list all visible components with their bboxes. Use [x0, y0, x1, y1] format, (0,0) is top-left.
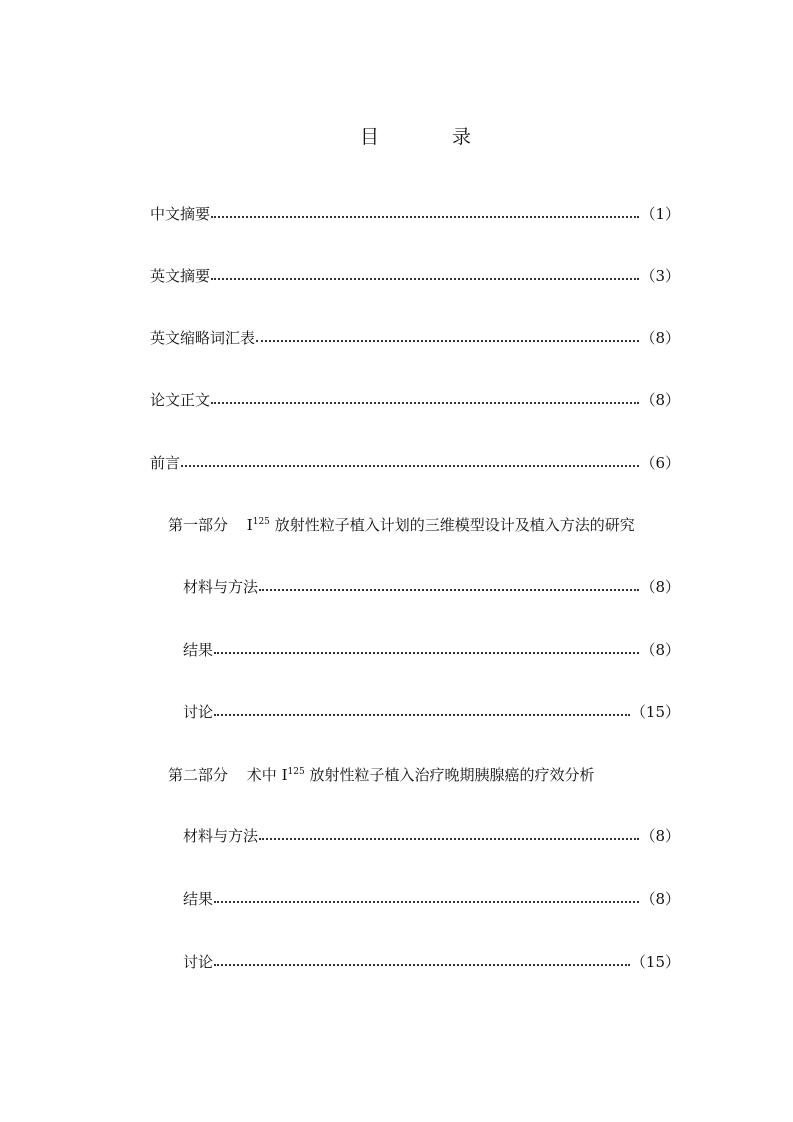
- toc-subentry[interactable]: [183, 576, 680, 598]
- dot-leader: [214, 714, 630, 716]
- toc-entry[interactable]: [150, 327, 680, 349]
- toc-entry-page: （6）: [640, 454, 680, 472]
- part2-title-sup: 125: [287, 767, 305, 777]
- toc-entry-page: （8）: [640, 329, 680, 347]
- part2-heading[interactable]: [168, 764, 594, 785]
- toc-entry-page: （8）: [640, 391, 680, 409]
- toc-entry-label: 材料与方法: [183, 827, 259, 845]
- dot-leader: [214, 652, 639, 654]
- toc-entry-page: （8）: [640, 890, 680, 908]
- toc-entry[interactable]: [150, 452, 680, 474]
- toc-entry-label: 前言: [150, 454, 181, 472]
- toc-entry[interactable]: [150, 265, 680, 287]
- toc-entry-page: （3）: [640, 267, 680, 285]
- toc-entry[interactable]: [150, 203, 680, 225]
- part2-title-prefix: 术中 I: [246, 766, 288, 784]
- toc-subentry[interactable]: [183, 888, 680, 910]
- toc-subentry[interactable]: [183, 825, 680, 847]
- dot-leader: [211, 216, 639, 218]
- toc-entry-label: 讨论: [183, 953, 214, 971]
- toc-subentry[interactable]: [183, 701, 680, 723]
- toc-entry-label: 英文缩略词汇表: [150, 329, 256, 347]
- dot-leader: [259, 838, 639, 840]
- part1-title-sup: 125: [252, 517, 270, 527]
- dot-leader: [214, 901, 639, 903]
- toc-subentry[interactable]: [183, 951, 680, 973]
- dot-leader: [259, 589, 639, 591]
- toc-entry-page: （1）: [640, 205, 680, 223]
- toc-entry-page: （8）: [640, 827, 680, 845]
- toc-entry-label: 材料与方法: [183, 578, 259, 596]
- title-char-1: 目: [360, 126, 380, 148]
- toc-entry-label: 结果: [183, 641, 214, 659]
- dot-leader: [256, 340, 639, 342]
- toc-entry-label: 英文摘要: [150, 267, 211, 285]
- title-char-2: 录: [452, 126, 472, 148]
- part1-title-rest: 放射性粒子植入计划的三维模型设计及植入方法的研究: [269, 516, 635, 534]
- dot-leader: [211, 402, 639, 404]
- toc-entry-page: （8）: [640, 578, 680, 596]
- part2-label: 第二部分: [168, 766, 229, 784]
- part1-title-prefix: I: [246, 516, 253, 534]
- dot-leader: [181, 465, 639, 467]
- toc-entry-page: （15）: [630, 953, 680, 971]
- toc-entry[interactable]: [150, 389, 680, 411]
- toc-entry-page: （8）: [640, 641, 680, 659]
- toc-entry-label: 中文摘要: [150, 205, 211, 223]
- toc-entry-label: 讨论: [183, 703, 214, 721]
- toc-subentry[interactable]: [183, 639, 680, 661]
- part1-heading[interactable]: [168, 514, 635, 535]
- toc-entry-label: 论文正文: [150, 391, 211, 409]
- toc-entry-page: （15）: [630, 703, 680, 721]
- toc-entry-label: 结果: [183, 890, 214, 908]
- dot-leader: [211, 278, 639, 280]
- dot-leader: [214, 964, 630, 966]
- part2-title-rest: 放射性粒子植入治疗晚期胰腺癌的疗效分析: [304, 766, 595, 784]
- part1-label: 第一部分: [168, 516, 229, 534]
